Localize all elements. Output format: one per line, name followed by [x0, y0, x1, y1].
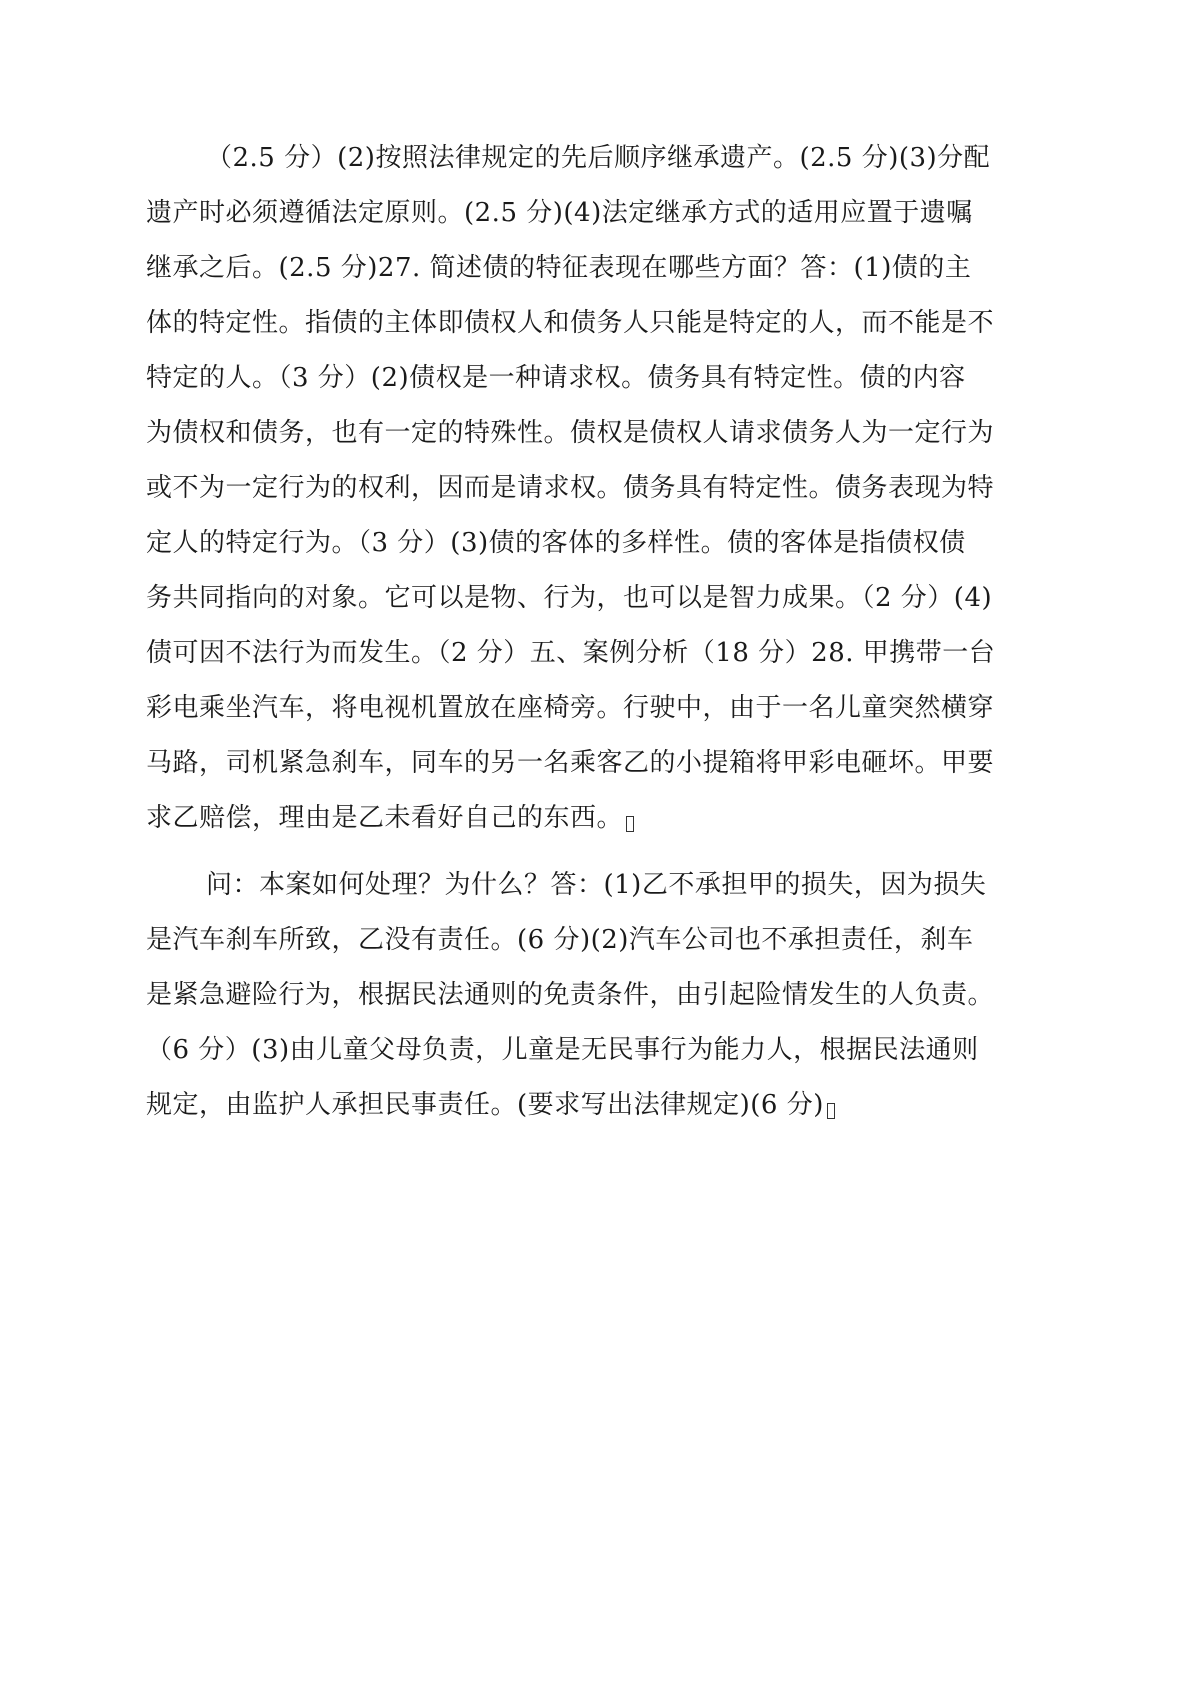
paragraph-mark-icon: [626, 816, 634, 832]
text-line: 务共同指向的对象。它可以是物、行为，也可以是智力成果。（2 分）(4): [146, 583, 993, 613]
paragraph-1: [146, 131, 1056, 846]
text-line-last: [146, 791, 1056, 846]
text-line: 彩电乘坐汽车，将电视机置放在座椅旁。行驶中，由于一名儿童突然横穿: [146, 693, 995, 723]
paragraph-2: [146, 858, 1056, 1133]
text-line-content: 规定，由监护人承担民事责任。(要求写出法律规定)(6 分): [146, 1090, 824, 1120]
text-line: 定人的特定行为。（3 分）(3)债的客体的多样性。债的客体是指债权债: [146, 528, 966, 558]
text-line: 特定的人。（3 分）(2)债权是一种请求权。债务具有特定性。债的内容: [146, 363, 966, 393]
text-line: 是汽车刹车所致，乙没有责任。(6 分)(2)汽车公司也不承担责任，刹车: [146, 925, 974, 955]
text-line: 马路，司机紧急刹车，同车的另一名乘客乙的小提箱将甲彩电砸坏。甲要: [146, 748, 995, 778]
text-line: 问：本案如何处理？为什么？答：(1)乙不承担甲的损失，因为损失: [206, 870, 987, 900]
text-line: （2.5 分）(2)按照法律规定的先后顺序继承遗产。(2.5 分)(3)分配: [206, 143, 991, 173]
text-line-last: [146, 1078, 1056, 1133]
text-line: 为债权和债务，也有一定的特殊性。债权是债权人请求债务人为一定行为: [146, 418, 995, 448]
text-line: 是紧急避险行为，根据民法通则的免责条件，由引起险情发生的人负责。: [146, 980, 995, 1010]
text-line: 继承之后。(2.5 分)27. 简述债的特征表现在哪些方面？答：(1)债的主: [146, 253, 972, 283]
text-line: 体的特定性。指债的主体即债权人和债务人只能是特定的人，而不能是不: [146, 308, 995, 338]
text-line: 或不为一定行为的权利，因而是请求权。债务具有特定性。债务表现为特: [146, 473, 995, 503]
text-line: 遗产时必须遵循法定原则。(2.5 分)(4)法定继承方式的适用应置于遗嘱: [146, 198, 973, 228]
text-line-content: 求乙赔偿，理由是乙未看好自己的东西。: [146, 803, 624, 833]
text-line: （6 分）(3)由儿童父母负责，儿童是无民事行为能力人，根据民法通则: [146, 1035, 979, 1065]
paragraph-mark-icon: [827, 1103, 835, 1119]
text-line: 债可因不法行为而发生。（2 分）五、案例分析（18 分）28. 甲携带一台: [146, 638, 996, 668]
